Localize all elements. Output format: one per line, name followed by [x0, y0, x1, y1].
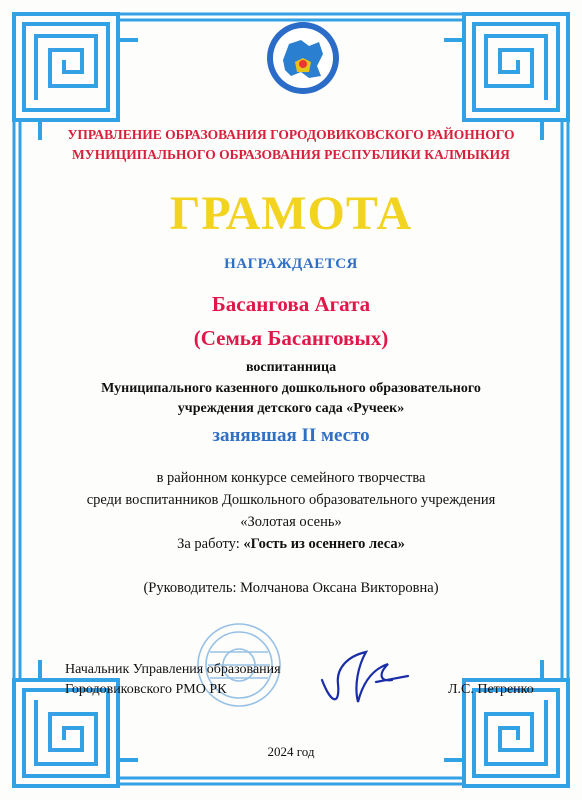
work-title: «Гость из осеннего леса»: [243, 536, 405, 552]
corner-ornament-top-right: [446, 14, 568, 138]
corner-ornament-bottom-right: [446, 662, 568, 786]
organization-name-line-2: МУНИЦИПАЛЬНОГО ОБРАЗОВАНИЯ РЕСПУБЛИКИ КАЛМЫКИЯ: [72, 147, 510, 162]
institution-line-1: Муниципального казенного дошкольного образовательного: [101, 381, 481, 396]
supervisor-line: (Руководитель: Молчанова Оксана Викторовна): [143, 580, 439, 596]
recipient-role: воспитанница: [245, 360, 337, 375]
institution-line-2: учреждения детского сада «Ручеек»: [177, 401, 405, 416]
contest-line-2: среди воспитанников Дошкольного образовательного учреждения: [86, 492, 496, 508]
kalmykia-map-emblem-icon: [265, 20, 341, 96]
handwritten-signature-icon: [318, 646, 410, 708]
contest-line-3: «Золотая осень»: [240, 514, 342, 530]
issue-year: 2024 год: [267, 744, 315, 759]
awarded-label: НАГРАЖДАЕТСЯ: [224, 256, 358, 272]
work-title-line: [0, 536, 582, 553]
certificate-title: ГРАМОТА: [169, 187, 413, 240]
recipient-name: Басангова Агата: [211, 292, 371, 316]
recipient-family: (Семья Басанговых): [193, 326, 389, 350]
signer-position-line-2: Городовиковского РМО РК: [65, 682, 227, 697]
work-prefix: За работу:: [177, 536, 244, 552]
signer-name: Л.С. Петренко: [448, 682, 534, 697]
organization-name-line-1: УПРАВЛЕНИЕ ОБРАЗОВАНИЯ ГОРОДОВИКОВСКОГО РАЙОННОГО: [67, 127, 515, 142]
signer-position-line-1: Начальник Управления образования: [65, 662, 281, 677]
corner-ornament-bottom-left: [14, 662, 136, 786]
corner-ornament-top-left: [14, 14, 136, 138]
contest-line-1: в районном конкурсе семейного творчества: [156, 470, 426, 486]
place-achieved: занявшая II место: [212, 425, 370, 446]
